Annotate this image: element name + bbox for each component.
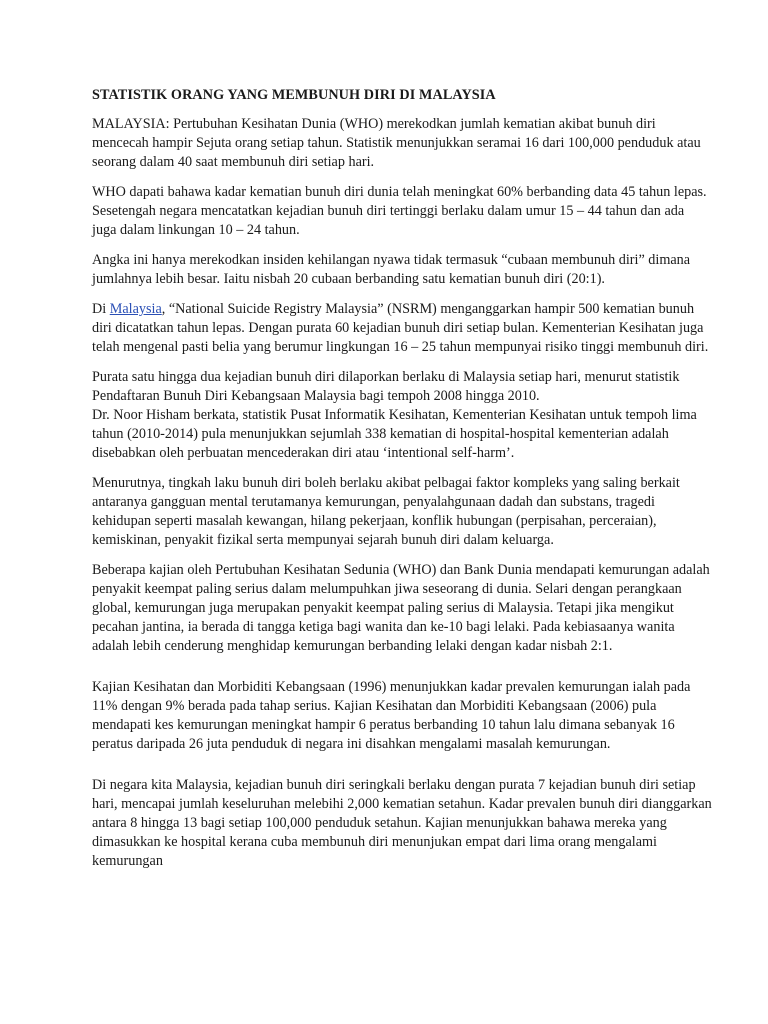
paragraph-5b: Dr. Noor Hisham berkata, statistik Pusat Informatik Kesihatan, Kementerian Kesihatan untuk tempoh lima tahun (2010-2014) pula menunjukkan sejumlah 338 kematian di hospital-hospital kementerian adalah disebabkan oleh perbuatan mencederakan diri atau ‘intentional self-harm’. — [92, 407, 697, 461]
paragraph-5 — [92, 368, 712, 463]
paragraph-4-rest: , “National Suicide Registry Malaysia” (NSRM) menganggarkan hampir 500 kematian bunuh diri dicatatkan tahun lepas. Dengan purata 60 kejadian bunuh diri setiap bulan. Kementerian Kesihatan juga telah mengenal pasti belia yang berumur lingkungan 16 – 25 tahun mempunyai risiko tinggi membunuh diri. — [92, 301, 709, 355]
document-title: STATISTIK ORANG YANG MEMBUNUH DIRI DI MALAYSIA — [92, 87, 496, 103]
paragraph-3: Angka ini hanya merekodkan insiden kehilangan nyawa tidak termasuk “cubaan membunuh diri” dimana jumlahnya lebih besar. Iaitu nisbah 20 cubaan berbanding satu kematian bunuh diri (20:1). — [92, 252, 691, 287]
malaysia-link[interactable]: Malaysia — [109, 301, 162, 317]
paragraph-1: MALAYSIA: Pertubuhan Kesihatan Dunia (WHO) merekodkan jumlah kematian akibat bunuh diri mencecah hampir Sejuta orang setiap tahun. Statistik menunjukkan seramai 16 dari 100,000 penduduk atau seorang dalam 40 saat membunuh diri setiap hari. — [92, 116, 701, 170]
paragraph-8: Kajian Kesihatan dan Morbiditi Kebangsaan (1996) menunjukkan kadar prevalen kemurungan ialah pada 11% dengan 9% berada pada tahap serius. Kajian Kesihatan dan Morbiditi Kebangsaan (2006) pula mendapati kes kemurungan meningkat hampir 6 peratus berbanding 10 tahun lalu dimana sebanyak 16 peratus daripada 26 juta penduduk di negara ini disahkan mengalami masalah kemurungan. — [92, 679, 691, 752]
paragraph-2: WHO dapati bahawa kadar kematian bunuh diri dunia telah meningkat 60% berbanding data 45 tahun lepas. Sesetengah negara mencatatkan kejadian bunuh diri tertinggi berlaku dalam umur 15 – 44 tahun dan ada juga dalam linkungan 10 – 24 tahun. — [92, 184, 707, 238]
paragraph-4 — [92, 300, 712, 357]
paragraph-5a: Purata satu hingga dua kejadian bunuh diri dilaporkan berlaku di Malaysia setiap hari, menurut statistik Pendaftaran Bunuh Diri Kebangsaan Malaysia bagi tempoh 2008 hingga 2010. — [92, 369, 680, 404]
paragraph-6: Menurutnya, tingkah laku bunuh diri boleh berlaku akibat pelbagai faktor kompleks yang saling berkait antaranya gangguan mental terutamanya kemurungan, penyalahgunaan dadah dan substans, tragedi kehidupan seperti masalah kewangan, hilang pekerjaan, konflik hubungan (perpisahan, perceraian), kemiskinan, penyakit fizikal serta mempunyai sejarah bunuh diri dalam keluarga. — [92, 475, 680, 548]
paragraph-9: Di negara kita Malaysia, kejadian bunuh diri seringkali berlaku dengan purata 7 kejadian bunuh diri setiap hari, mencapai jumlah keseluruhan melebihi 2,000 kematian setahun. Kadar prevalen bunuh diri dianggarkan antara 8 hingga 13 bagi setiap 100,000 penduduk setahun. Kajian menunjukkan bahawa mereka yang dimasukkan ke hospital kerana cuba membunuh diri menunjukan empat dari lima orang mengalami kemurungan — [92, 777, 712, 869]
document-page — [92, 86, 712, 882]
paragraph-4-prefix: Di — [92, 301, 110, 317]
paragraph-7: Beberapa kajian oleh Pertubuhan Kesihatan Sedunia (WHO) dan Bank Dunia mendapati kemurungan adalah penyakit keempat paling serius dalam melumpuhkan jiwa seseorang di dunia. Selari dengan perangkaan global, kemurungan juga merupakan penyakit keempat paling serius di Malaysia. Tetapi jika mengikut pecahan jantina, ia berada di tangga ketiga bagi wanita dan ke-10 bagi lelaki. Pada kebiasaanya wanita adalah lebih cenderung menghidap kemurungan berbanding lelaki dengan kadar nisbah 2:1. — [92, 562, 710, 654]
